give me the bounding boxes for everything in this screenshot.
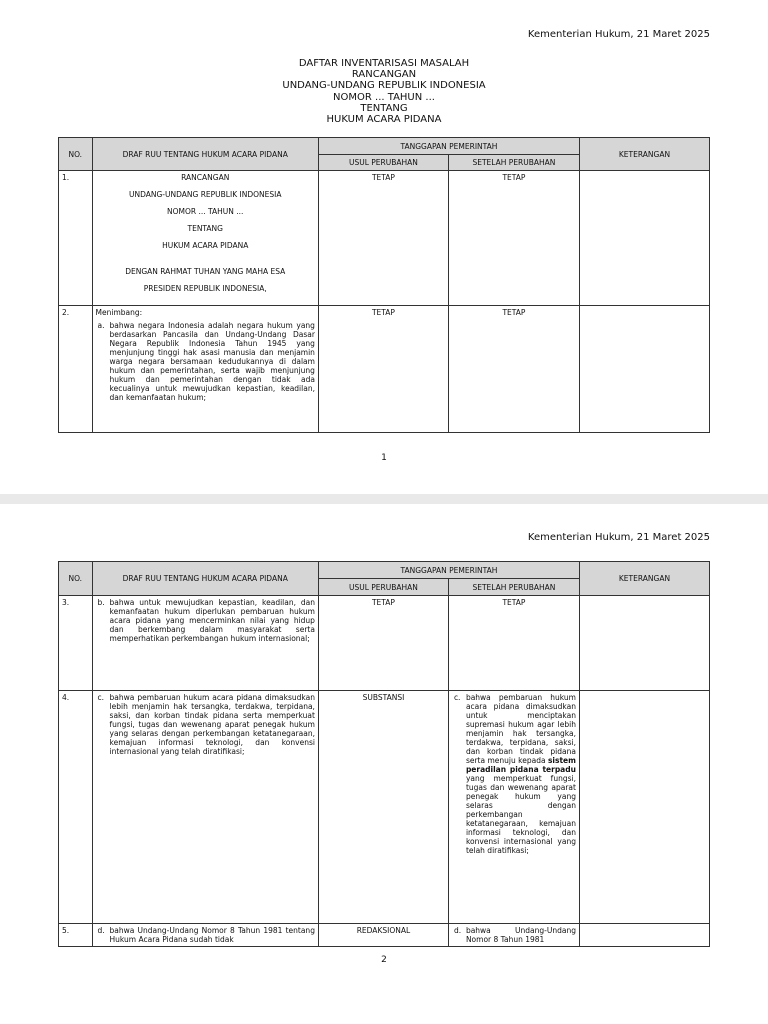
list-marker: a. [97,321,105,330]
col-header-tanggapan: TANGGAPAN PEMERINTAH [318,138,579,155]
col-header-no: NO. [59,562,93,596]
setelah-cell [448,924,579,947]
keterangan-cell [579,924,709,947]
list-marker: c. [97,693,105,702]
list-marker: c. [453,693,461,702]
draft-cell [92,306,318,433]
document-page-2 [0,504,768,1024]
setelah-cell: TETAP [448,171,579,306]
col-header-usul: USUL PERUBAHAN [318,579,448,596]
draft-text: bahwa untuk mewujudkan kepastian, keadilan, dan kemanfaatan hukum diperlukan pembaruan hukum acara pidana yang mencerminkan nilai yang hidup dan berkembang dalam masyarakat serta memperhatikan perkembangan hukum internasional; [109,598,315,643]
page-number: 2 [381,955,387,965]
page-number: 1 [381,453,387,463]
setelah-cell: TETAP [448,306,579,433]
col-header-keterangan: KETERANGAN [579,138,709,171]
col-header-keterangan: KETERANGAN [579,562,709,596]
document-title [0,58,768,125]
row-number: 1. [59,171,93,306]
intro-line: PRESIDEN REPUBLIK INDONESIA, [143,284,267,293]
col-header-no: NO. [59,138,93,171]
row-number: 4. [59,691,93,924]
col-header-tanggapan: TANGGAPAN PEMERINTAH [318,562,579,579]
row-number: 3. [59,596,93,691]
title-line: NOMOR ... TAHUN ... [333,91,435,103]
intro-line: RANCANGAN [181,173,230,182]
list-marker: d. [453,926,462,935]
title-line: DAFTAR INVENTARISASI MASALAH [298,58,470,69]
table-row [59,596,710,691]
draft-cell [92,691,318,924]
intro-line: UNDANG-UNDANG REPUBLIK INDONESIA [129,190,282,199]
col-header-draft: DRAF RUU TENTANG HUKUM ACARA PIDANA [92,138,318,171]
draft-cell [92,171,318,306]
usul-cell: REDAKSIONAL [318,924,448,947]
draft-cell [92,924,318,947]
usul-cell: TETAP [318,306,448,433]
setelah-text-part: bahwa pembaruan hukum acara pidana dimaksudkan untuk menciptakan supremasi hukum agar lebih menjamin hak tersangka, terdakwa, terpidana, saksi, dan korban tindak pidana serta menuju kepada [465,693,576,765]
keterangan-cell [579,171,709,306]
keterangan-cell [579,596,709,691]
intro-line: NOMOR ... TAHUN ... [167,207,244,216]
row-number: 5. [59,924,93,947]
draft-text: bahwa negara Indonesia adalah negara hukum yang berdasarkan Pancasila dan Undang-Undang Dasar Negara Republik Indonesia Tahun 1945 yang menjunjung tinggi hak asasi manusia dan menjamin warga negara bersamaan kedudukannya di dalam hukum dan pemerintahan, serta wajib menjunjung hukum dan pemerintahan dengan tidak ada kecualinya untuk mewujudkan kepastian, keadilan, dan kemanfaatan hukum; [109,321,315,402]
title-line: RANCANGAN [351,69,417,81]
intro-line: TENTANG [187,224,223,233]
usul-cell: SUBSTANSI [318,691,448,924]
list-marker: b. [97,598,105,607]
col-header-setelah: SETELAH PERUBAHAN [448,155,579,171]
keterangan-cell [579,306,709,433]
keterangan-cell [579,691,709,924]
dim-table [58,561,710,947]
intro-line: HUKUM ACARA PIDANA [162,241,249,250]
draft-cell [92,596,318,691]
title-line: TENTANG [360,102,408,114]
table-row [59,691,710,924]
dim-table [58,137,710,433]
usul-cell: TETAP [318,596,448,691]
document-page-1 [0,0,768,494]
setelah-cell [448,691,579,924]
title-line: UNDANG-UNDANG REPUBLIK INDONESIA [282,80,486,92]
col-header-setelah: SETELAH PERUBAHAN [448,579,579,596]
title-line: HUKUM ACARA PIDANA [326,114,442,126]
list-marker: d. [97,926,105,935]
draft-text: bahwa Undang-Undang Nomor 8 Tahun 1981 tentang Hukum Acara Pidana sudah tidak [109,926,315,944]
setelah-text-part: yang memperkuat fungsi, tugas dan wewenang aparat penegak hukum yang selaras dengan perkembangan ketatanegaraan, kemajuan informasi teknologi, dan konvensi internasional yang telah diratifikasi; [465,774,576,855]
setelah-text: bahwa Undang-Undang Nomor 8 Tahun 1981 [465,926,576,944]
usul-cell: TETAP [318,171,448,306]
page-header-ministry-date: Kementerian Hukum, 21 Maret 2025 [527,532,710,543]
col-header-usul: USUL PERUBAHAN [318,155,448,171]
table-row [59,924,710,947]
draft-text: bahwa pembaruan hukum acara pidana dimaksudkan lebih menjamin hak tersangka, terdakwa, terpidana, saksi, dan korban tindak pidana serta memperkuat fungsi, tugas dan wewenang aparat penegak hukum yang selaras dengan perkembangan ketatanegaraan, kemajuan informasi teknologi, dan konvensi internasional yang telah diratifikasi; [109,693,315,756]
page-header-ministry-date: Kementerian Hukum, 21 Maret 2025 [527,29,710,40]
intro-line: DENGAN RAHMAT TUHAN YANG MAHA ESA [125,267,286,276]
setelah-text [466,693,576,855]
row-number: 2. [59,306,93,433]
col-header-draft: DRAF RUU TENTANG HUKUM ACARA PIDANA [92,562,318,596]
menimbang-label: Menimbang: [95,308,143,317]
setelah-text-bold: sistem peradilan pidana terpadu [465,756,576,774]
setelah-cell: TETAP [448,596,579,691]
table-row [59,171,710,306]
table-row [59,306,710,433]
